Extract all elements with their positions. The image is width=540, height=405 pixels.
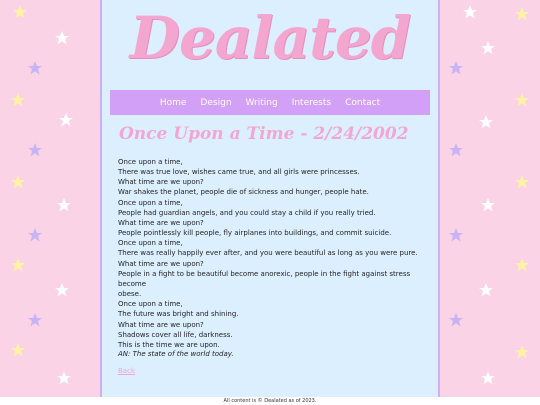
author-note: AN: The state of the world today. — [118, 350, 234, 358]
nav-design[interactable]: Design — [200, 97, 232, 108]
poem-line: Once upon a time, — [118, 300, 183, 309]
star-icon — [55, 31, 69, 45]
poem-line: War shakes the planet, people die of sickness and hunger, people hate. — [118, 188, 369, 197]
post-title: Once Upon a Time - 2/24/2002 — [119, 124, 409, 144]
poem-line: What time are we upon? — [118, 259, 204, 268]
poem-line: The future was bright and shining. — [118, 310, 239, 319]
star-icon — [11, 258, 25, 272]
poem-line: Once upon a time, — [118, 198, 183, 207]
main-nav — [110, 90, 430, 115]
star-icon — [13, 5, 27, 19]
star-icon — [479, 283, 493, 297]
site-footer: All content is © Dealated as of 2023. — [0, 397, 540, 405]
poem-line: Once upon a time, — [118, 239, 183, 248]
content-panel — [100, 0, 440, 397]
star-icon — [515, 175, 529, 189]
nav-interests[interactable]: Interests — [291, 97, 332, 108]
poem-line: Once upon a time, — [118, 158, 183, 166]
nav-contact[interactable]: Contact — [345, 97, 381, 108]
poem-line: What time are we upon? — [118, 320, 204, 329]
nav-writing[interactable]: Writing — [245, 97, 278, 108]
star-icon — [11, 93, 25, 107]
star-icon — [481, 198, 495, 212]
star-icon — [449, 143, 463, 157]
poem-line: What time are we upon? — [118, 178, 204, 187]
star-icon — [449, 313, 463, 327]
back-link[interactable]: Back — [118, 367, 135, 375]
star-icon — [11, 343, 25, 357]
star-icon — [28, 61, 42, 75]
star-icon — [59, 113, 73, 127]
star-icon — [515, 345, 529, 359]
poem-line: What time are we upon? — [118, 218, 204, 227]
poem-line: People had guardian angels, and you could stay a child if you really tried. — [118, 208, 376, 217]
star-icon — [515, 7, 529, 21]
poem-line: People in a fight to be beautiful become anorexic, people in the fight against stress become — [118, 269, 411, 288]
star-icon — [481, 371, 495, 385]
poem-line: There was true love, wishes came true, and all girls were princesses. — [118, 168, 360, 177]
star-icon — [28, 143, 42, 157]
star-icon — [479, 115, 493, 129]
star-icon — [57, 371, 71, 385]
poem-line: There was really happily ever after, and you were beautiful as long as you were pure. — [118, 249, 418, 258]
star-icon — [28, 228, 42, 242]
poem-line: People pointlessly kill people, fly airplanes into buildings, and commit suicide. — [118, 229, 392, 238]
star-icon — [449, 61, 463, 75]
star-icon — [481, 41, 495, 55]
star-icon — [515, 93, 529, 107]
poem-body — [118, 157, 418, 350]
star-icon — [11, 175, 25, 189]
star-icon — [449, 228, 463, 242]
poem-line: obese. — [118, 290, 142, 299]
star-icon — [28, 313, 42, 327]
star-icon — [55, 283, 69, 297]
star-icon — [515, 258, 529, 272]
site-logo: Dealated — [129, 4, 411, 72]
poem-line: This is the time we are upon. — [118, 340, 220, 349]
poem-line: Shadows cover all life, darkness. — [118, 330, 233, 339]
star-icon — [57, 198, 71, 212]
nav-home[interactable]: Home — [159, 97, 187, 108]
star-icon — [463, 5, 477, 19]
